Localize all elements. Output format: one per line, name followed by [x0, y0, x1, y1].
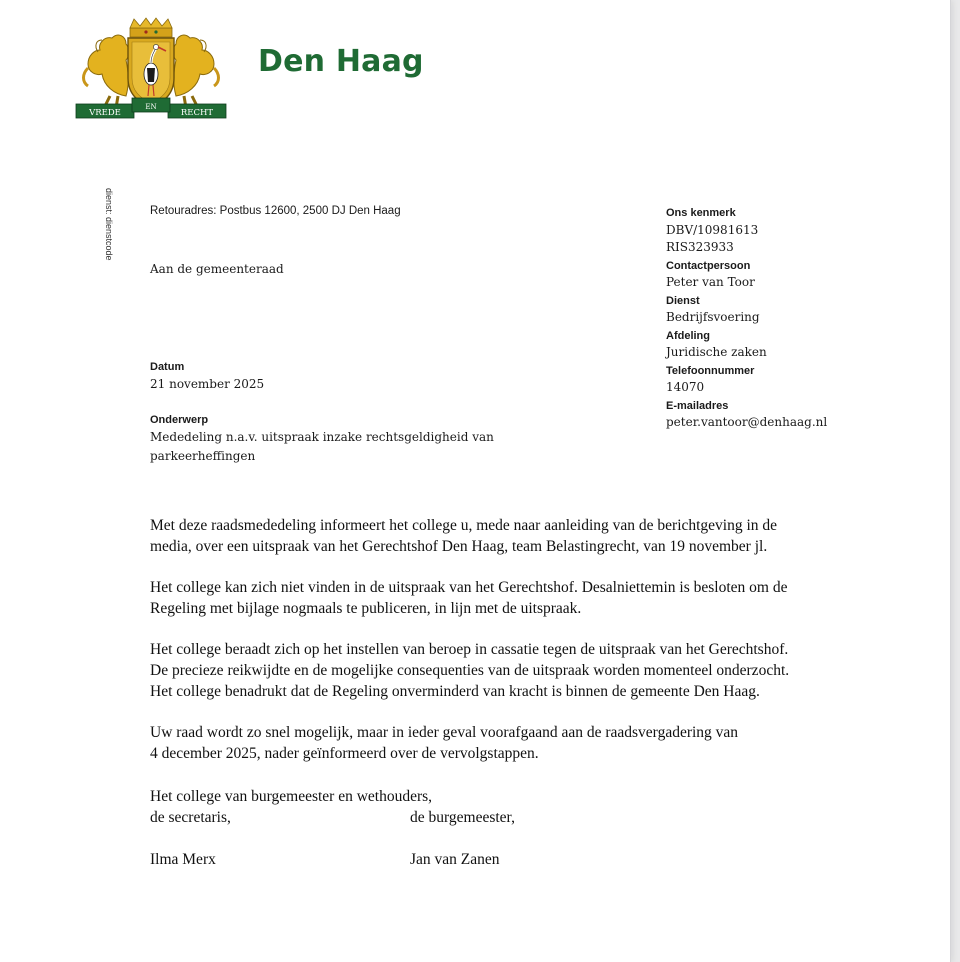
phone-value: 14070 — [666, 380, 705, 394]
secretary-name: Ilma Merx — [150, 851, 216, 868]
contact-label: Contactpersoon — [666, 259, 751, 272]
names-row — [150, 849, 850, 870]
mayor-role: de burgemeester, — [410, 809, 515, 826]
banner-text-right: RECHT — [180, 108, 214, 118]
contact-value: Peter van Toor — [666, 275, 755, 289]
service-code-vertical: dienst: dienstcode — [104, 188, 114, 261]
body-paragraph-3: Het college beraadt zich op het instellen van beroep in cassatie tegen de uitspraak van het Gerechtshof. De precieze reikwijdte en de mogelijke consequenties van de uitspraak worden momenteel onderzocht. Het college benadrukt dat de Regeling onverminderd van kracht is binnen de gemeente Den Haag. — [150, 641, 790, 700]
reference-label: Ons kenmerk — [666, 207, 736, 219]
addressee: Aan de gemeenteraad — [150, 262, 284, 276]
service-value: Bedrijfsvoering — [666, 310, 760, 324]
subject-value: Mededeling n.a.v. uitspraak inzake rechtsgeldigheid van parkeerheffingen — [150, 430, 494, 463]
closing-line: Het college van burgemeester en wethouders, — [150, 788, 433, 805]
department-label: Afdeling — [666, 329, 710, 342]
email-label: E-mailadres — [666, 399, 729, 412]
left-lion-icon — [84, 35, 130, 108]
date-label: Datum — [150, 361, 185, 373]
motto-banner — [76, 98, 226, 118]
secretary-role: de secretaris, — [150, 809, 231, 826]
right-lion-icon — [173, 35, 219, 108]
body-paragraph-2: Het college kan zich niet vinden in de uitspraak van het Gerechtshof. Desalniettemin is besloten om de Regeling met bijlage nogmaals te publiceren, in lijn met de uitspraak. — [150, 579, 788, 617]
den-haag-coat-of-arms-logo — [74, 16, 228, 122]
mayor-name: Jan van Zanen — [410, 851, 500, 868]
body-paragraph-4: Uw raad wordt zo snel mogelijk, maar in ieder geval voorafgaand aan de raadsvergadering van 4 december 2025, nader geïnformeerd over de vervolgstappen. — [150, 724, 739, 762]
body-paragraph-1: Met deze raadsmededeling informeert het college u, mede naar aanleiding van de berichtgeving in de media, over een uitspraak van het Gerechtshof Den Haag, team Belastingrecht, van 19 november jl. — [150, 517, 778, 555]
letter-body — [150, 515, 850, 784]
service-label: Dienst — [666, 294, 700, 307]
email-value[interactable]: peter.vantoor@denhaag.nl — [666, 415, 828, 429]
banner-text-left: VREDE — [89, 108, 121, 118]
reference-value-2: RIS323933 — [666, 240, 734, 254]
return-address: Retouradres: Postbus 12600, 2500 DJ Den Haag — [150, 205, 401, 217]
subject-block — [150, 414, 510, 466]
phone-label: Telefoonnummer — [666, 364, 755, 377]
department-value: Juridische zaken — [666, 345, 767, 359]
date-block — [150, 361, 264, 391]
reference-details — [666, 205, 936, 433]
subject-label: Onderwerp — [150, 414, 209, 426]
date-value: 21 november 2025 — [150, 377, 265, 391]
crown-icon — [130, 18, 172, 37]
signature-block — [150, 786, 850, 870]
reference-value-1: DBV/10981613 — [666, 222, 759, 237]
brand-name: Den Haag — [258, 44, 424, 79]
roles-row — [150, 807, 850, 828]
banner-text-center: EN — [145, 103, 157, 111]
